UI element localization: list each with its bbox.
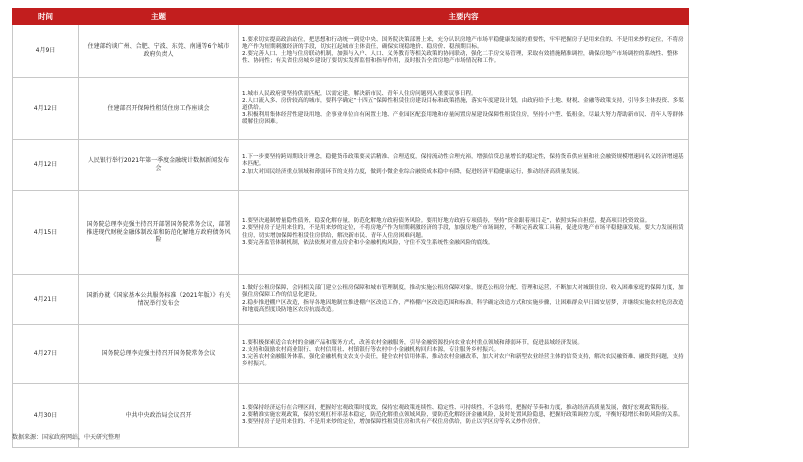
header-date: 时间 (13, 9, 79, 25)
content-line: 1.下一步要坚持跨周期设计理念，稳健货币政策要灵活精准、合理适度，保持流动性合理充裕，增强信贷总量增长的稳定性，保持货币供应量和社会融资规模增速同名义经济增速基本匹配。 (242, 154, 684, 168)
content-line: 1.要求切实提高政治站位，把思想和行动统一到党中央、国务院决策部署上来，充分认识房地产市场平稳健康发展的重要性，牢牢把握房子是用来住的、不是用来炒的定位，不将房地产作为短期刺激经济的手段，切实扛起城市主体责任，确保实现稳地价、稳房价、稳预期目标。 (242, 36, 684, 50)
content-line: 1.要积极探索适合农村的金融产品和服务方式，改善农村金融服务，引导金融资源投向农业农村重点领域和薄弱环节，促进县域经济发展。 (242, 339, 583, 346)
row-date: 4月12日 (13, 140, 79, 191)
data-source-note: 数据来源：国家政府网站，中天研究整理 (12, 434, 121, 441)
content-line: 2.要精准实施宏观政策，保持宏观杠杆率基本稳定，防范化解重点领域风险，要防范化解经济金融风险，及时处置风险隐患，把握好政策调控力度，平衡好稳增长和防风险的关系。 (242, 411, 684, 418)
row-date: 4月27日 (13, 325, 79, 384)
content-line: 2.要坚持房子是用来住的，不是用来炒的定位，不将房地产作为短期刺激经济的手段，加强房地产市场调控，不断完善政策工具箱，促进房地产市场平稳健康发展。要大力发展租赁住房，切实增加保障性租赁住房供给，解决新市民、青年人住房困难问题。 (242, 225, 684, 239)
row-topic: 住建部召开保障性租赁住房工作座谈会 (79, 78, 239, 140)
content-line: 1.城市人民政府要坚持供需匹配，以需定建，解决新市民、青年人住房问题列入重要议事日程。 (242, 90, 477, 97)
content-line: 2.加大对国民经济重点领域和薄弱环节的支持力度，做到小微企业综合融资成本稳中有降，促进经济平稳健康运行，推动经济高质量发展。 (242, 168, 583, 175)
content-line: 2.支持和鼓励农村商业银行、农村信用社、村镇银行等农村中小金融机构回归本源，专注服务乡村振兴。 (242, 346, 500, 353)
row-date: 4月15日 (13, 191, 79, 275)
row-topic: 人民银行举行2021年第一季度金融统计数据新闻发布会 (79, 140, 239, 191)
content-line: 1.做好公租房保障，会同相关部门建立公租房保障和城市管理制度，推动实施公租房保障对象，规范公租房分配、管理和运营，不断加大对城镇住房、收入困难家庭的保障力度，加强住房保障工作的信息化建设。 (242, 285, 684, 299)
content-line: 2.人口流入多、房价较高的城市，要科学确定“十四五”保障性租赁住房建设目标和政策措施，落实年度建设计划，由政府给予土地、财税、金融等政策支持，引导多主体投资、多渠道供给。 (242, 97, 684, 111)
content-line: 3.要坚持房子是用来住的、不是用来炒的定位，增加保障性租赁住房和共有产权住房供给，防止以学区房等名义炒作房价。 (242, 419, 544, 426)
content-line: 2.稳步推进棚户区改造，指导各地因地制宜推进棚户区改造工作，严格棚户区改造范围和标准，科学确定改造方式和实施步骤，让困难群众早日圆安居梦，并继续实施农村危房改造和地震高烈度设防地区农房抗震改造。 (242, 299, 684, 313)
policy-table (12, 8, 689, 448)
row-topic: 国新办就《国家基本公共服务标准（2021年版）》有关情况举行发布会 (79, 275, 239, 325)
table-row (13, 191, 689, 275)
row-content (239, 384, 689, 448)
header-topic: 主题 (79, 9, 239, 25)
content-line: 3.要完善监管体制机制，依法依规对重点房企和小金融机构风险，守住不发生系统性金融风险的底线。 (242, 239, 494, 246)
table-row (13, 140, 689, 191)
content-line: 1.要保持经济运行在合理区间，把握好宏观政策时度效，保持宏观政策连续性、稳定性、可持续性，不急转弯，把握好节奏和力度，推动经济高质量发展，做好宏观政策衔接。 (242, 404, 673, 411)
row-content (239, 275, 689, 325)
row-date: 4月30日 (13, 384, 79, 448)
row-content (239, 78, 689, 140)
policy-table-container (12, 8, 688, 448)
table-row (13, 25, 689, 78)
content-line: 3.积极利用集体经营性建设用地、企事业单位自有闲置土地、产业园区配套用地和存量闲置房屋建设保障性租赁住房，坚持小户型、低租金，尽最大努力帮助新市民、青年人等群体缓解住房困难。 (242, 112, 684, 126)
table-header-row (13, 9, 689, 25)
row-date: 4月21日 (13, 275, 79, 325)
row-content (239, 140, 689, 191)
row-topic: 国务院总理李克强主持召开部署国务院常务会议，部署推进现代财税金融体制改革和防范化解地方政府债务风险 (79, 191, 239, 275)
content-line: 2.要完善人口、土地与住房联动机制，加强与入户、人口、义务教育等相关政策的协同联动，强化二手房交易管理，采取有效措施精准调控，确保房地产市场调控的系统性、整体性、协同性；有关省住房城乡建设厅要切实发挥监督和指导作用，及时报告全省房地产市场情况和工作。 (242, 51, 679, 65)
row-content (239, 25, 689, 78)
table-row (13, 325, 689, 384)
row-date: 4月9日 (13, 25, 79, 78)
row-content (239, 325, 689, 384)
row-topic: 国务院总理李克强主持召开国务院常务会议 (79, 325, 239, 384)
row-content (239, 191, 689, 275)
table-row (13, 275, 689, 325)
row-topic: 住建部约谈广州、合肥、宁波、东莞、南通等6个城市政府负责人 (79, 25, 239, 78)
row-topic: 中共中央政治局会议召开 (79, 384, 239, 448)
table-row (13, 78, 689, 140)
content-line: 3.完善农村金融服务体系，强化金融机构支农支小责任，健全农村信用体系，推动农村金融改革，加大对农户和新型农业经营主体的信贷支持，解决农民融资难、融资贵问题，支持乡村振兴。 (242, 354, 684, 368)
header-content: 主要内容 (239, 9, 689, 25)
content-line: 1.要坚决遏制增量隐性债务，稳妥化解存量，防范化解地方政府债务风险。要用好地方政府专项债券，坚持“资金跟着项目走”，依照实际自担偿，提高项目投资效益。 (242, 218, 651, 225)
row-date: 4月12日 (13, 78, 79, 140)
